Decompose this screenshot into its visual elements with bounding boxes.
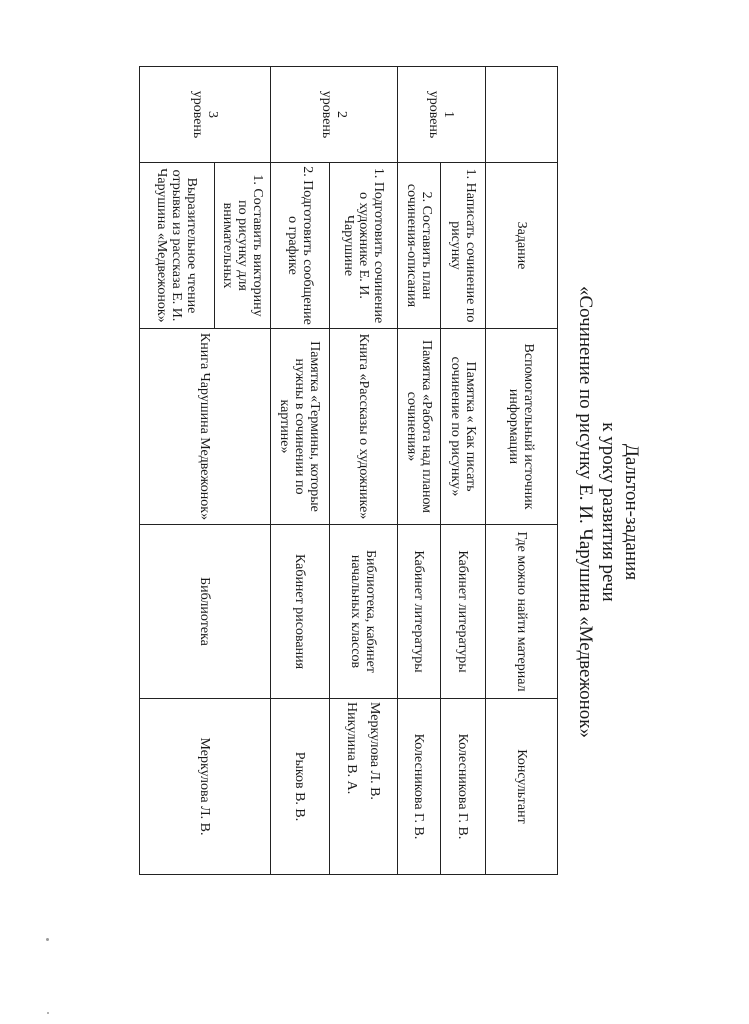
where-cell: Библиотека, кабинет начальных классов [330,525,398,699]
task-cell: Выразительное чтение отрывка из рассказа Е. И. Чарушина «Медвежонок» [140,163,215,329]
level-number: 2 [334,111,349,118]
consultant-name: Никулина В. А. [344,702,360,795]
source-cell: Памятка « Как писать сочинение по рисунку» [441,329,486,525]
level-3-cell [140,67,271,163]
header-consultant: Консультант [486,699,558,875]
document-topic: «Сочинение по рисунку Е. И. Чарушина «Медвежонок» [575,285,596,739]
document-title: Дальтон-задания [621,443,642,581]
consultant-cell: Колесникова Г. В. [441,699,486,875]
scan-speck [47,1012,49,1014]
where-cell: Кабинет литературы [398,525,441,699]
level-word: уровень [426,90,442,139]
consultant-cell: Рыков В. В. [271,699,330,875]
table-row [398,67,441,875]
table-row [441,67,486,875]
task-cell: 2. Составить план сочинения-описания [398,163,441,329]
task-cell: 1. Подготовить сочинение о художнике Е. И. Чарушине [330,163,398,329]
task-cell: 2. Подготовить сообщение о графике [271,163,330,329]
scan-speck [46,938,49,941]
where-cell: Кабинет рисования [271,525,330,699]
level-number: 1 [441,111,457,118]
level-1-cell [398,67,486,163]
source-cell: Книга Чарушина Медвежонок» [140,329,271,525]
consultant-cell: Меркулова Л. В. [140,699,271,875]
dalton-task-table [139,66,558,875]
consultant-name: Меркулова Л. В. [367,702,383,800]
level-number: 3 [205,111,220,118]
table-header-row [486,67,558,875]
header-task: Задание [486,163,558,329]
source-cell: Памятка «Работа над планом сочинения» [398,329,441,525]
consultant-cell [330,699,398,875]
where-cell: Библиотека [140,525,271,699]
table-row [215,67,271,875]
header-where: Где можно найти материал [486,525,558,699]
task-cell: 1. Составить викторину по рисунку для внимательных [215,163,271,329]
level-word: уровень [190,90,205,139]
header-source: Вспомогательный источник информации [486,329,558,525]
level-2-cell [271,67,398,163]
task-cell: 1. Написать сочинение по рисунку [441,163,486,329]
source-cell: Книга «Рассказы о художнике» [330,329,398,525]
level-word: уровень [319,90,334,139]
consultant-cell: Колесникова Г. В. [398,699,441,875]
where-cell: Кабинет литературы [441,525,486,699]
source-cell: Памятка «Термины, которые нужны в сочинении по картине» [271,329,330,525]
header-level [486,67,558,163]
table-row [330,67,398,875]
table-row [271,67,330,875]
document-subtitle: к уроку развития речи [598,422,619,602]
